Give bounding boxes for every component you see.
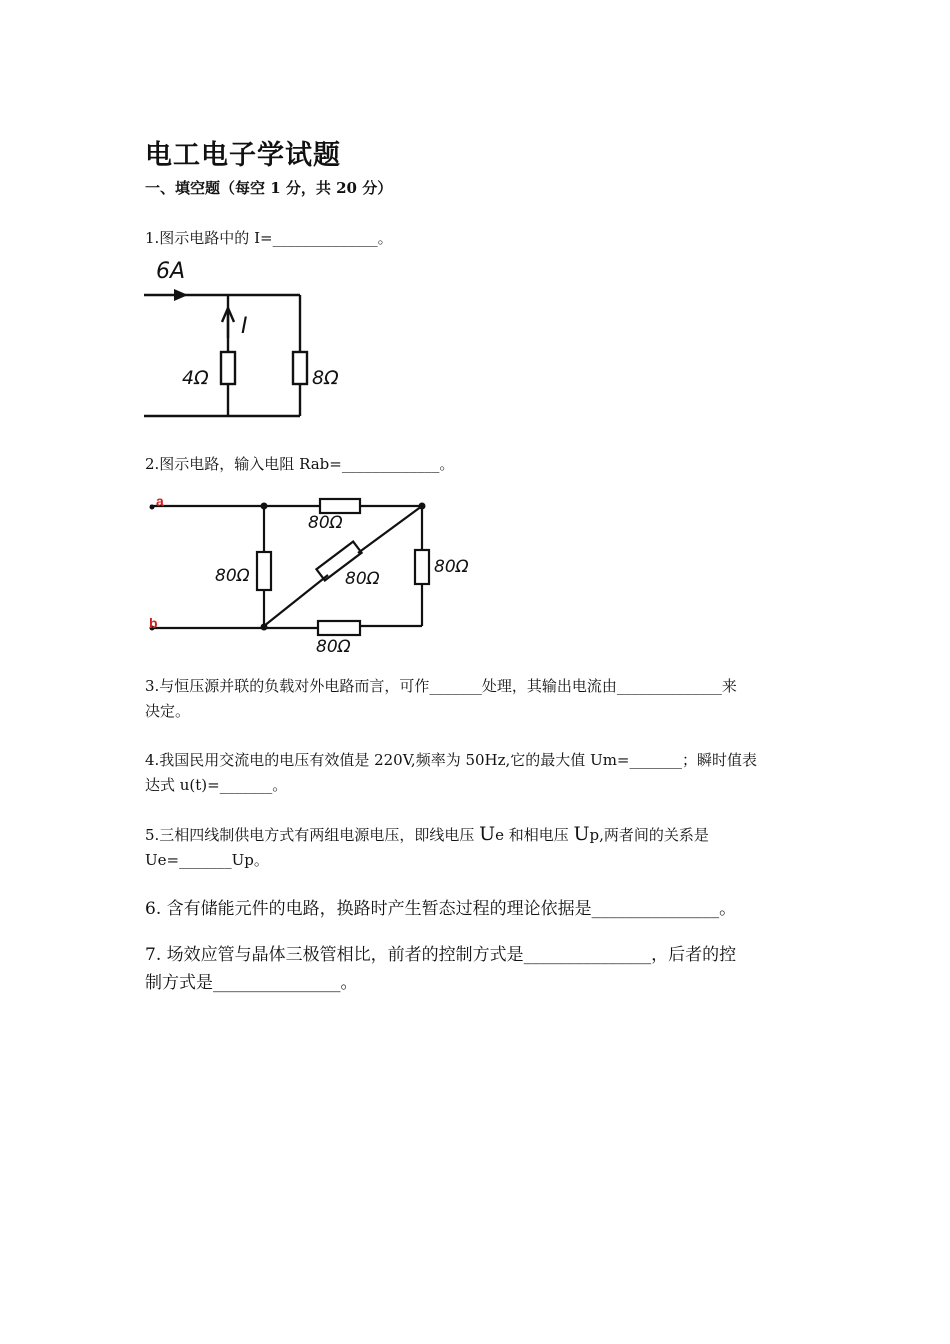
current-label: 6A — [156, 259, 186, 284]
circuit-figure-2 — [140, 490, 490, 665]
page-title: 电工电子学试题 — [145, 140, 341, 171]
current-arrow-icon — [174, 289, 188, 301]
question-4-line-1: 4.我国民用交流电的电压有效值是 220V,频率为 50Hz,它的最大值 Um=_______；瞬时值表 — [145, 751, 757, 769]
node-b-label: b — [149, 615, 158, 631]
resistor-top-label: 80Ω — [308, 513, 343, 533]
node-a-label: a — [156, 493, 164, 509]
circuit-figure-1 — [140, 258, 360, 428]
question-5-line-1 — [145, 822, 810, 848]
resistor-right — [293, 352, 307, 384]
question-3-line-2: 决定。 — [145, 702, 191, 720]
q5-U-line: U — [479, 823, 496, 845]
resistor-right — [415, 550, 429, 584]
node-top-left — [261, 503, 268, 510]
q5-U-phase: U — [573, 823, 590, 845]
resistor-left — [257, 552, 271, 590]
section-heading: 一、填空题（每空 1 分，共 20 分） — [145, 179, 393, 197]
node-top-right — [419, 503, 426, 510]
question-3-line-1: 3.与恒压源并联的负载对外电路而言，可作_______处理，其输出电流由______________来 — [145, 677, 737, 695]
q5-text-a: 5.三相四线制供电方式有两组电源电压，即线电压 — [145, 826, 480, 844]
question-7 — [145, 941, 810, 997]
resistor-right-label: 8Ω — [312, 367, 339, 389]
question-3 — [145, 674, 810, 724]
q5-text-b: e 和相电压 — [495, 826, 574, 844]
question-4-line-2: 达式 u(t)=_______。 — [145, 776, 288, 794]
resistor-left — [221, 352, 235, 384]
question-1: 1.图示电路中的 I=______________。 — [145, 229, 393, 247]
resistor-right-label: 80Ω — [434, 557, 469, 577]
question-2: 2.图示电路，输入电阻 Rab=_____________。 — [145, 455, 455, 473]
question-5-line-2: Ue=_______Up。 — [145, 851, 269, 869]
question-6: 6. 含有储能元件的电路，换路时产生暂态过程的理论依据是_______________。 — [145, 899, 737, 919]
question-5 — [145, 822, 810, 873]
resistor-diagonal-label: 80Ω — [345, 569, 380, 589]
q5-text-c: p,两者间的关系是 — [589, 826, 709, 844]
resistor-bottom — [318, 621, 360, 635]
resistor-bottom-label: 80Ω — [316, 637, 351, 657]
branch-current-label: I — [241, 314, 248, 339]
resistor-top — [320, 499, 360, 513]
question-7-line-2: 制方式是_______________。 — [145, 973, 358, 993]
node-bottom-left — [261, 624, 268, 631]
resistor-left-label: 80Ω — [215, 566, 250, 586]
terminal-a — [150, 505, 155, 510]
resistor-left-label: 4Ω — [182, 367, 209, 389]
question-4 — [145, 748, 810, 798]
question-7-line-1: 7. 场效应管与晶体三极管相比，前者的控制方式是_______________，后者的控 — [145, 945, 737, 965]
